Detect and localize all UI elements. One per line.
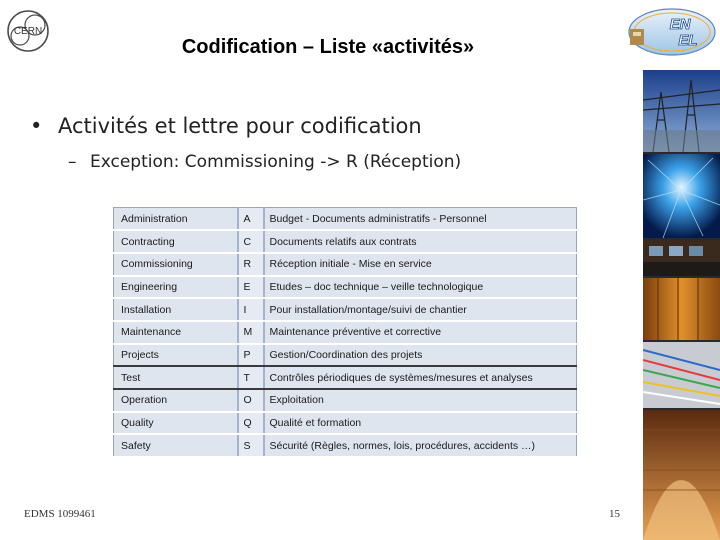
table-row [114, 230, 577, 253]
cern-logo-text: CERN [13, 26, 43, 37]
el-logo-text: EL [678, 32, 698, 49]
bullet-dash: – [68, 152, 77, 172]
activity-description: Gestion/Coordination des projets [264, 344, 577, 367]
bullet-level2 [68, 152, 461, 172]
bullet-level1-text: Activités et lettre pour codification [58, 114, 422, 138]
activity-description: Documents relatifs aux contrats [264, 230, 577, 253]
activity-name: Quality [114, 412, 238, 435]
tunnel-photo-icon [643, 410, 720, 540]
control-room-photo-icon [643, 240, 720, 276]
activity-name: Engineering [114, 276, 238, 299]
activity-description: Réception initiale - Mise en service [264, 253, 577, 276]
activity-name: Test [114, 366, 238, 389]
activity-letter: O [238, 389, 264, 412]
activity-letter: P [238, 344, 264, 367]
activity-name: Safety [114, 434, 238, 457]
en-logo-text: EN [669, 16, 691, 33]
activity-letter: C [238, 230, 264, 253]
activity-description: Pour installation/montage/suivi de chantier [264, 298, 577, 321]
activity-name: Projects [114, 344, 238, 367]
table-row [114, 434, 577, 457]
activity-table [113, 207, 577, 458]
activity-name: Maintenance [114, 321, 238, 344]
substation-photo-icon [643, 70, 720, 152]
table-row [114, 412, 577, 435]
activity-name: Operation [114, 389, 238, 412]
fiber-optics-photo-icon [643, 154, 720, 238]
activity-description: Exploitation [264, 389, 577, 412]
activity-letter: R [238, 253, 264, 276]
table-row [114, 321, 577, 344]
activity-letter: I [238, 298, 264, 321]
footer-document-id: EDMS 1099461 [24, 508, 96, 520]
activity-description: Contrôles périodiques de systèmes/mesures et analyses [264, 366, 577, 389]
bullet-level2-text: Exception: Commissioning -> R (Réception) [90, 152, 462, 172]
bullet-dot: • [30, 114, 43, 138]
activity-description: Qualité et formation [264, 412, 577, 435]
page-number: 15 [609, 508, 620, 520]
activity-description: Etudes – doc technique – veille technologique [264, 276, 577, 299]
activity-letter: T [238, 366, 264, 389]
slide-title: Codification – Liste «activités» [181, 36, 475, 58]
table-row [114, 276, 577, 299]
activity-letter: S [238, 434, 264, 457]
cables-photo-icon [643, 342, 720, 408]
table-row [114, 366, 577, 389]
activity-letter: Q [238, 412, 264, 435]
activity-letter: E [238, 276, 264, 299]
activity-letter: A [238, 208, 264, 231]
activity-name: Installation [114, 298, 238, 321]
activity-description: Maintenance préventive et corrective [264, 321, 577, 344]
table-row [114, 298, 577, 321]
table-row [114, 389, 577, 412]
activity-letter: M [238, 321, 264, 344]
activity-description: Budget - Documents administratifs - Personnel [264, 208, 577, 231]
activity-name: Administration [114, 208, 238, 231]
table-row [114, 208, 577, 231]
activity-description: Sécurité (Règles, normes, lois, procédures, accidents …) [264, 434, 577, 457]
table-row [114, 344, 577, 367]
table-row [114, 253, 577, 276]
activity-name: Commissioning [114, 253, 238, 276]
photo-strip [643, 70, 720, 540]
activity-name: Contracting [114, 230, 238, 253]
bullet-level1 [30, 114, 422, 138]
cabinet-photo-icon [643, 278, 720, 340]
